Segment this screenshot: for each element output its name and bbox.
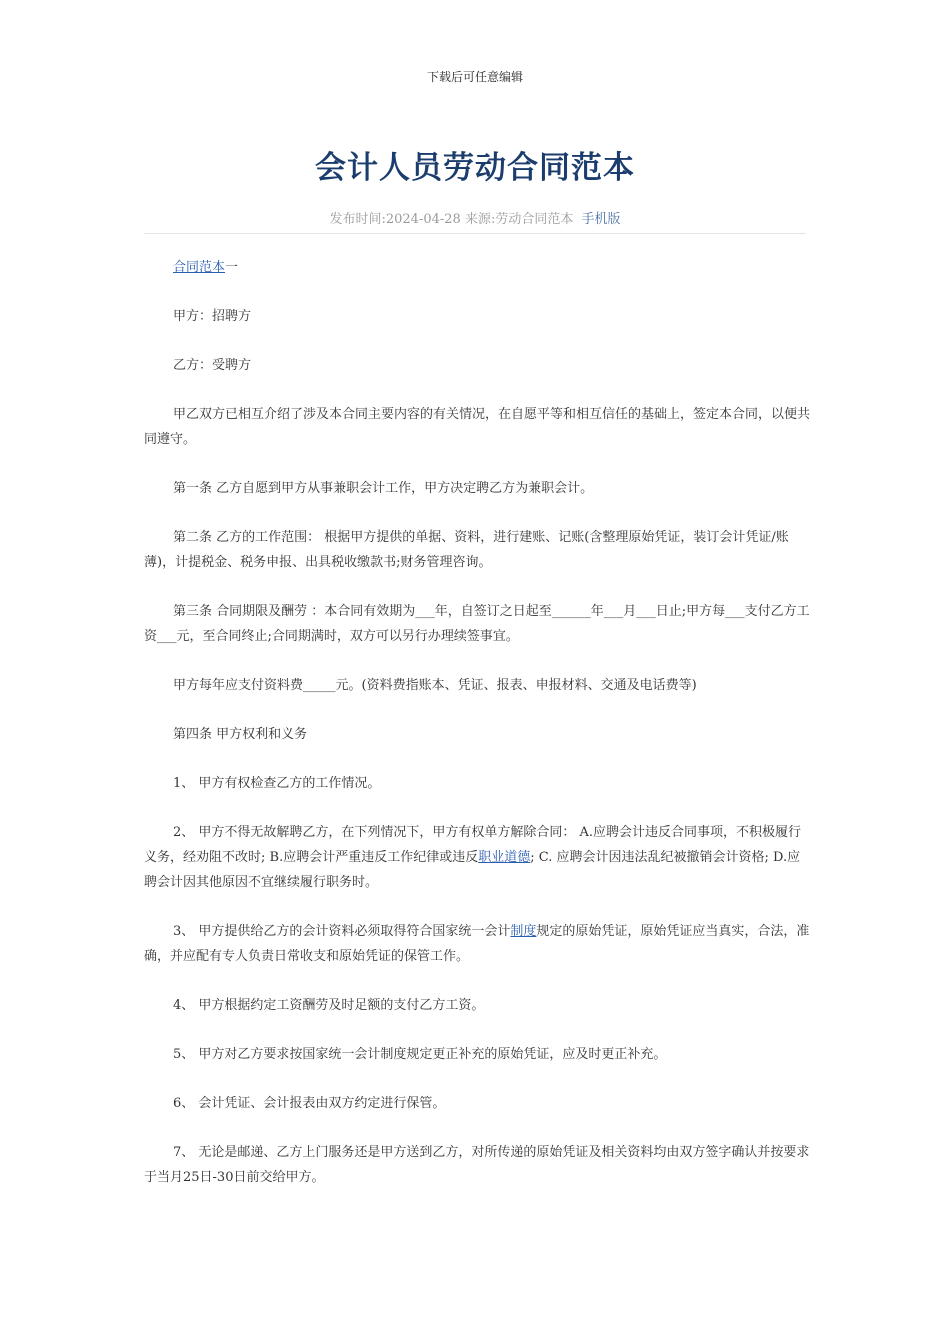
header-note: 下载后可任意编辑 <box>426 70 523 84</box>
article-1: 第一条 乙方自愿到甲方从事兼职会计工作，甲方决定聘乙方为兼职会计。 <box>173 481 594 496</box>
section-heading-suffix: 一 <box>225 260 239 275</box>
divider <box>144 233 806 234</box>
clause-3-text-b: 规定的原始凭证，原始凭证应当真实，合法，准确，并应配有专人负责日常收支和原始凭证的保管工作。 <box>144 924 810 964</box>
intro-paragraph: 甲乙双方已相互介绍了涉及本合同主要内容的有关情况，在自愿平等和相互信任的基础上，签定本合同，以便共同遵守。 <box>144 407 811 447</box>
party-a: 甲方：招聘方 <box>173 309 252 324</box>
article-title: 会计人员劳动合同范本 <box>315 150 635 186</box>
article-body <box>144 255 812 1214</box>
clause-6: 6、 会计凭证、会计报表由双方约定进行保管。 <box>173 1096 446 1111</box>
fee-paragraph: 甲方每年应支付资料费_____元。(资料费指账本、凭证、报表、申报材料、交通及电话费等) <box>173 678 697 693</box>
contract-template-link[interactable]: 合同范本 <box>173 260 226 275</box>
clause-3-text-a: 3、 甲方提供给乙方的会计资料必须取得符合国家统一会计 <box>173 924 511 939</box>
mobile-version-link[interactable]: 手机版 <box>581 212 621 227</box>
clause-1: 1、 甲方有权检查乙方的工作情况。 <box>173 776 381 791</box>
clause-5: 5、 甲方对乙方要求按国家统一会计制度规定更正补充的原始凭证，应及时更正补充。 <box>173 1047 667 1062</box>
professional-ethics-link[interactable]: 职业道德 <box>478 850 531 865</box>
clause-4: 4、 甲方根据约定工资酬劳及时足额的支付乙方工资。 <box>173 998 485 1013</box>
article-meta <box>0 208 950 227</box>
article-4: 第四条 甲方权利和义务 <box>173 727 308 742</box>
section-heading <box>144 255 812 280</box>
article-2: 第二条 乙方的工作范围： 根据甲方提供的单据、资料，进行建账、记账(含整理原始凭证，装订会计凭证/账薄)，计提税金、税务申报、出具税收缴款书;财务管理咨询。 <box>144 530 789 570</box>
clause-2 <box>144 820 812 895</box>
clause-3 <box>144 919 812 969</box>
article-3: 第三条 合同期限及酬劳 ：本合同有效期为___年，自签订之日起至______年___月___日止;甲方每___支付乙方工资___元，至合同终止;合同期满时，双方可以另行办理续签事宜。 <box>144 604 810 644</box>
clause-2-text-a: 2、 甲方不得无故解聘乙方，在下列情况下，甲方有权单方解除合同： A.应聘会计违反合同事项，不积极履行义务，经劝阻不改时; B.应聘会计严重违反工作纪律或违反 <box>144 825 802 865</box>
system-link[interactable]: 制度 <box>510 924 537 939</box>
clause-2-text-b: ; C. 应聘会计因违法乱纪被撤销会计资格; D.应聘会计因其他原因不宜继续履行职务时。 <box>144 850 801 890</box>
clause-7: 7、 无论是邮递、乙方上门服务还是甲方送到乙方，对所传递的原始凭证及相关资料均由双方签字确认并按要求于当月25日-30日前交给甲方。 <box>144 1145 810 1185</box>
party-b: 乙方：受聘方 <box>173 358 252 373</box>
publish-info: 发布时间:2024-04-28 来源:劳动合同范本 <box>329 212 574 227</box>
